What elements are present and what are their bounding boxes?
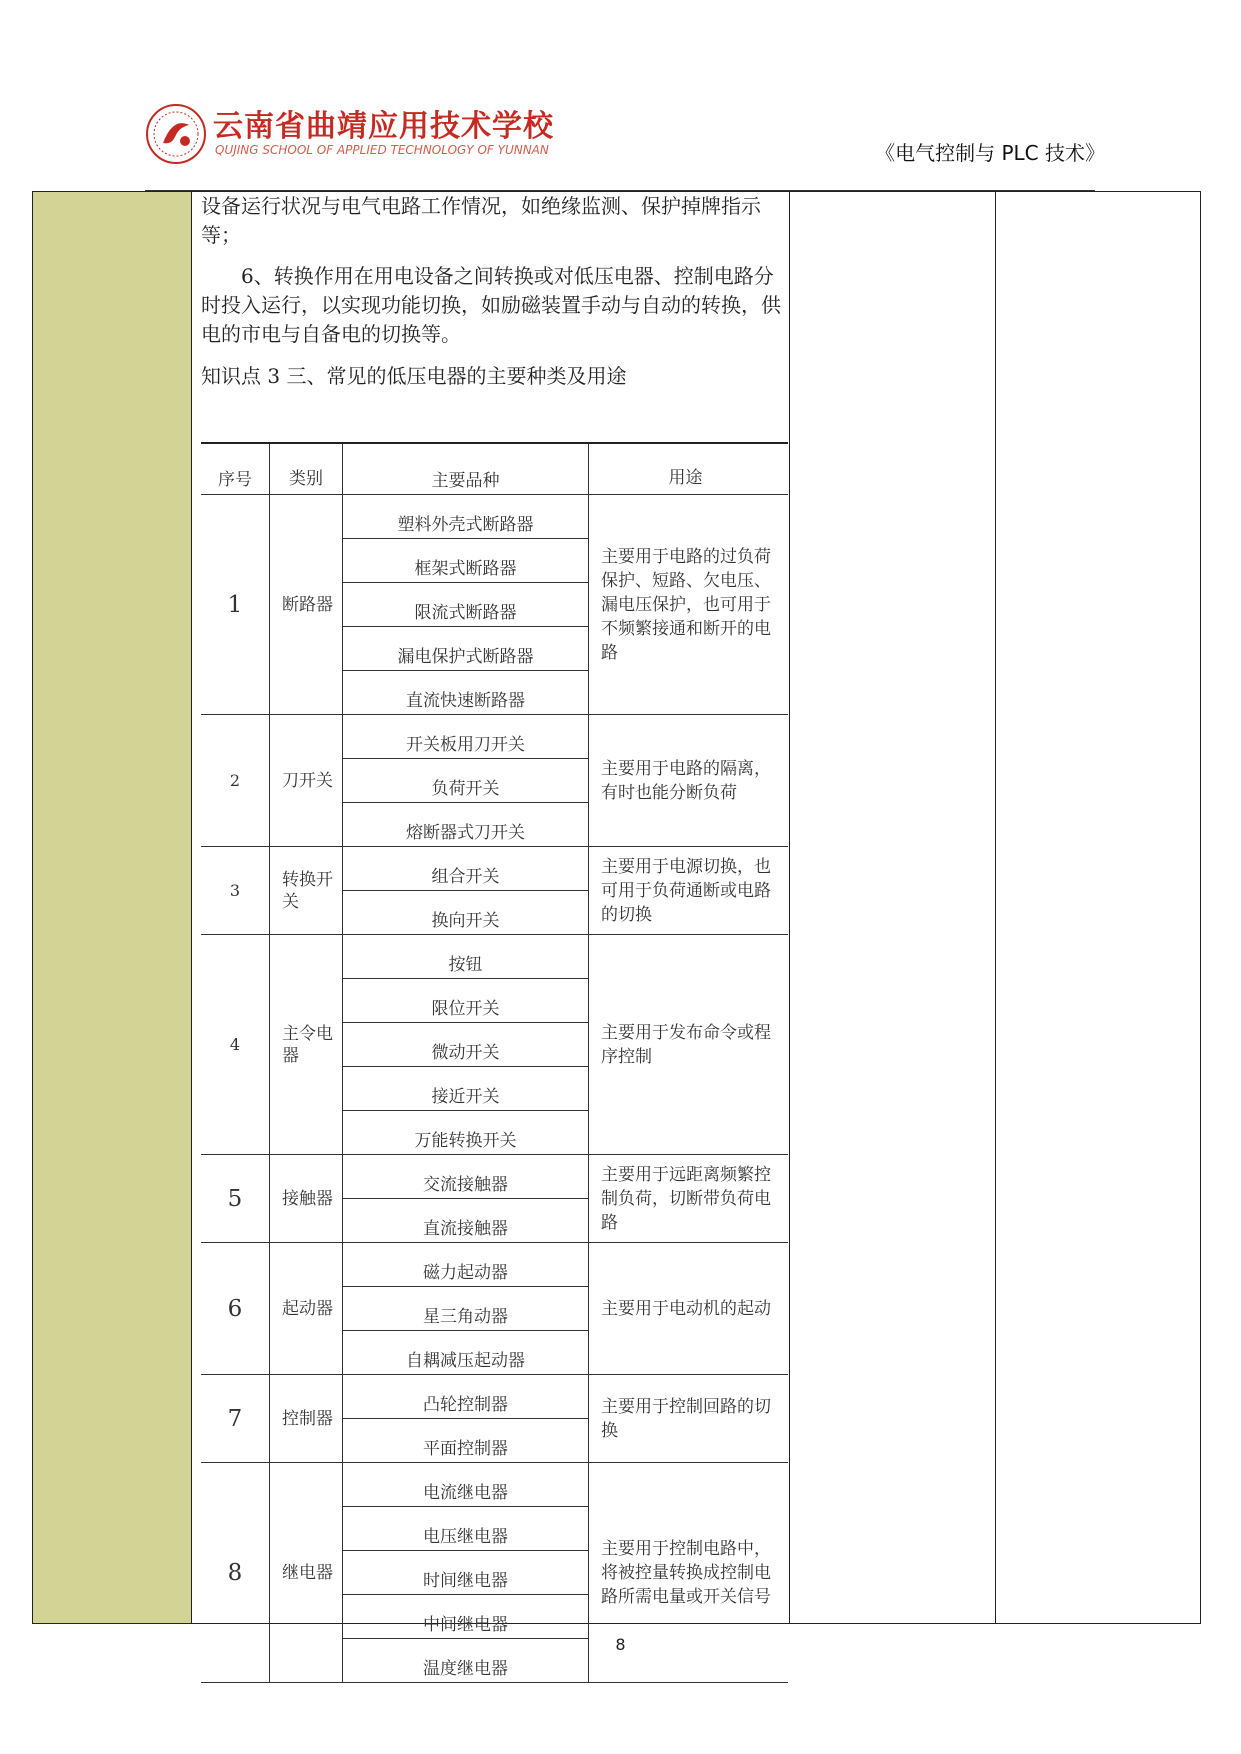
usage-cell: 主要用于电源切换，也可用于负荷通断或电路的切换 <box>589 847 789 935</box>
table-row <box>201 715 788 759</box>
row-category: 起动器 <box>270 1243 343 1375</box>
variety-cell: 中间继电器 <box>343 1595 589 1639</box>
table-header-row <box>201 443 788 495</box>
school-name-english: QUJING SCHOOL OF APPLIED TECHNOLOGY OF YUNNAN <box>215 143 549 157</box>
variety-cell: 星三角动器 <box>343 1287 589 1331</box>
left-margin-column <box>33 192 192 1623</box>
variety-cell: 直流快速断路器 <box>343 671 589 715</box>
header-cell: 类别 <box>270 443 343 495</box>
row-number: 3 <box>201 847 270 935</box>
variety-cell: 换向开关 <box>343 891 589 935</box>
row-number: 1 <box>201 495 270 715</box>
variety-cell: 负荷开关 <box>343 759 589 803</box>
usage-cell: 主要用于电动机的起动 <box>589 1243 789 1375</box>
variety-cell: 限流式断路器 <box>343 583 589 627</box>
row-category: 断路器 <box>270 495 343 715</box>
row-number: 6 <box>201 1243 270 1375</box>
page-number: 8 <box>615 1635 626 1654</box>
section-heading: 知识点 3 三、常见的低压电器的主要种类及用途 <box>201 364 627 388</box>
school-emblem-icon <box>145 103 207 165</box>
variety-cell: 电压继电器 <box>343 1507 589 1551</box>
course-title: 《电气控制与 PLC 技术》 <box>875 141 1105 165</box>
variety-cell: 交流接触器 <box>343 1155 589 1199</box>
row-category: 继电器 <box>270 1463 343 1683</box>
row-category: 接触器 <box>270 1155 343 1243</box>
header-cell: 序号 <box>201 443 270 495</box>
variety-cell: 磁力起动器 <box>343 1243 589 1287</box>
row-category: 主令电器 <box>270 935 343 1155</box>
variety-cell: 电流继电器 <box>343 1463 589 1507</box>
variety-cell: 框架式断路器 <box>343 539 589 583</box>
row-category: 刀开关 <box>270 715 343 847</box>
usage-cell: 主要用于电路的过负荷保护、短路、欠电压、漏电压保护，也可用于不频繁接通和断开的电路 <box>589 495 789 715</box>
variety-cell: 塑料外壳式断路器 <box>343 495 589 539</box>
page-header <box>145 95 1105 190</box>
header-cell: 主要品种 <box>343 443 589 495</box>
table-row <box>201 935 788 979</box>
row-number: 5 <box>201 1155 270 1243</box>
table-row <box>201 1243 788 1287</box>
variety-cell: 组合开关 <box>343 847 589 891</box>
paragraph: 6、转换作用在用电设备之间转换或对低压电器、控制电路分时投入运行，以实现功能切换，如励磁装置手动与自动的转换，供电的市电与自备电的切换等。 <box>201 264 781 346</box>
variety-cell: 按钮 <box>343 935 589 979</box>
variety-cell: 自耦减压起动器 <box>343 1331 589 1375</box>
school-name: 云南省曲靖应用技术学校 <box>213 109 554 144</box>
column-divider <box>789 192 790 1623</box>
row-category: 转换开关 <box>270 847 343 935</box>
variety-cell: 接近开关 <box>343 1067 589 1111</box>
variety-cell: 时间继电器 <box>343 1551 589 1595</box>
table-row <box>201 1155 788 1199</box>
variety-cell: 微动开关 <box>343 1023 589 1067</box>
usage-cell: 主要用于电路的隔离，有时也能分断负荷 <box>589 715 789 847</box>
table-row <box>201 847 788 891</box>
usage-cell: 主要用于控制回路的切换 <box>589 1375 789 1463</box>
row-number: 2 <box>201 715 270 847</box>
row-number: 4 <box>201 935 270 1155</box>
variety-cell: 万能转换开关 <box>343 1111 589 1155</box>
low-voltage-apparatus-table <box>201 442 788 1683</box>
variety-cell: 漏电保护式断路器 <box>343 627 589 671</box>
variety-cell: 温度继电器 <box>343 1639 589 1683</box>
variety-cell: 开关板用刀开关 <box>343 715 589 759</box>
variety-cell: 熔断器式刀开关 <box>343 803 589 847</box>
row-number: 8 <box>201 1463 270 1683</box>
variety-cell: 直流接触器 <box>343 1199 589 1243</box>
table-row <box>201 1463 788 1507</box>
row-category: 控制器 <box>270 1375 343 1463</box>
usage-cell: 主要用于发布命令或程序控制 <box>589 935 789 1155</box>
usage-cell: 主要用于远距离频繁控制负荷，切断带负荷电路 <box>589 1155 789 1243</box>
header-cell: 用途 <box>589 443 789 495</box>
table-row <box>201 1375 788 1419</box>
row-number: 7 <box>201 1375 270 1463</box>
variety-cell: 限位开关 <box>343 979 589 1023</box>
usage-cell: 主要用于控制电路中，将被控量转换成控制电路所需电量或开关信号 <box>589 1463 789 1683</box>
variety-cell: 凸轮控制器 <box>343 1375 589 1419</box>
table-row <box>201 495 788 539</box>
variety-cell: 平面控制器 <box>343 1419 589 1463</box>
paragraph: 设备运行状况与电气电路工作情况，如绝缘监测、保护掉牌指示等； <box>201 194 761 247</box>
column-divider <box>995 192 996 1623</box>
